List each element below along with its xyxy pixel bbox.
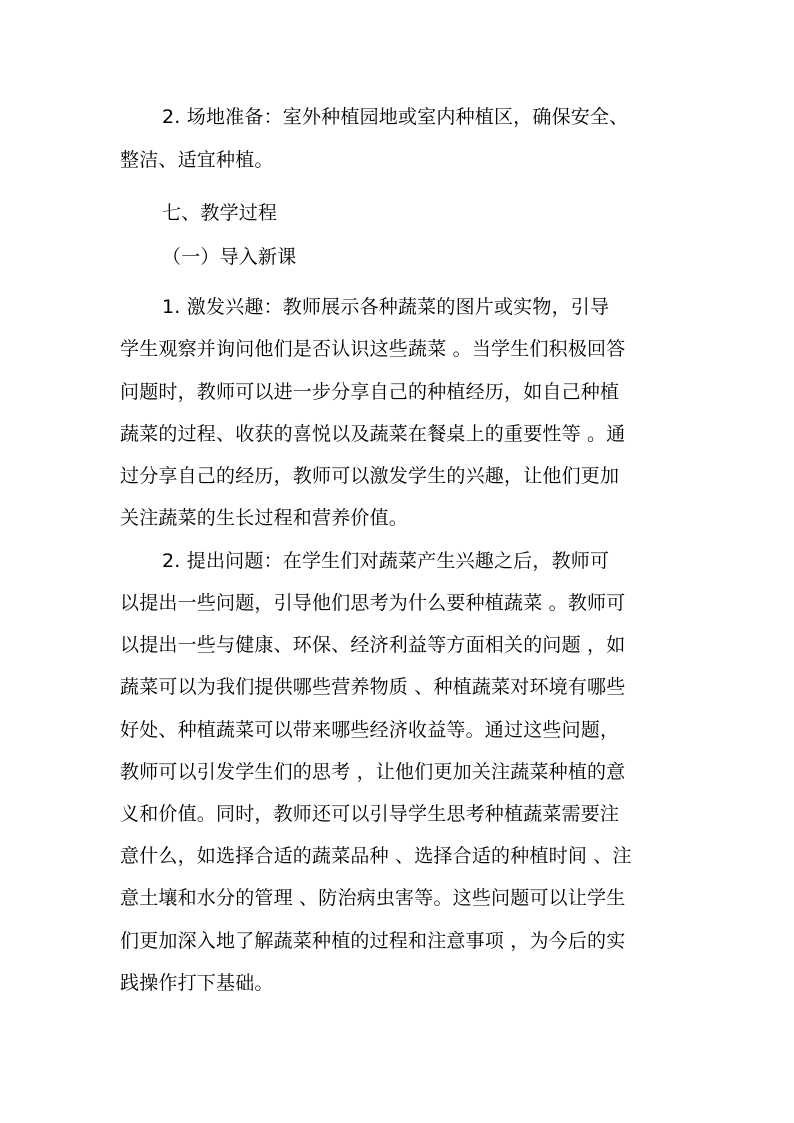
text-line: 好处、种植蔬菜可以带来哪些经济收益等。通过这些问题， [120,719,620,741]
text-line: 蔬菜可以为我们提供哪些营养物质 、种植蔬菜对环境有哪些 [120,676,626,698]
text-line: 蔬菜的过程、收获的喜悦以及蔬菜在餐桌上的重要性等 。通 [120,423,626,445]
text-line: 过分享自己的经历，教师可以激发学生的兴趣，让他们更加 [120,465,620,487]
text-line: 意土壤和水分的管理 、防治病虫害等。这些问题可以让学生 [120,887,626,909]
text-line: 整洁、适宜种植。 [120,149,274,171]
text-line: 学生观察并询问他们是否认识这些蔬菜 。当学生们积极回答 [120,338,626,360]
text-line: 义和价值。同时，教师还可以引导学生思考种植蔬菜需要注 [120,803,620,825]
text-line: 践操作打下基础。 [120,972,274,994]
section-heading: 七、教学过程 [162,202,278,224]
text-line: 1. 激发兴趣：教师展示各种蔬菜的图片或实物，引导 [162,296,610,318]
text-line: 教师可以引发学生们的思考 ，让他们更加关注蔬菜种植的意 [120,761,626,783]
subsection-heading: （一）导入新课 [162,246,297,268]
text-line: 以提出一些问题，引导他们思考为什么要种植蔬菜 。教师可 [120,592,626,614]
text-line: 2. 场地准备：室外种植园地或室内种植区，确保安全、 [162,106,629,128]
text-line: 问题时，教师可以进一步分享自己的种植经历，如自己种植 [120,381,620,403]
text-line: 们更加深入地了解蔬菜种植的过程和注意事项 ，为今后的实 [120,930,626,952]
text-line: 以提出一些与健康、环保、经济利益等方面相关的问题 ，如 [120,634,626,656]
text-line: 关注蔬菜的生长过程和营养价值。 [120,507,409,529]
text-line: 2. 提出问题：在学生们对蔬菜产生兴趣之后，教师可 [162,550,610,572]
text-line: 意什么，如选择合适的蔬菜品种 、选择合适的种植时间 、注 [120,845,632,867]
